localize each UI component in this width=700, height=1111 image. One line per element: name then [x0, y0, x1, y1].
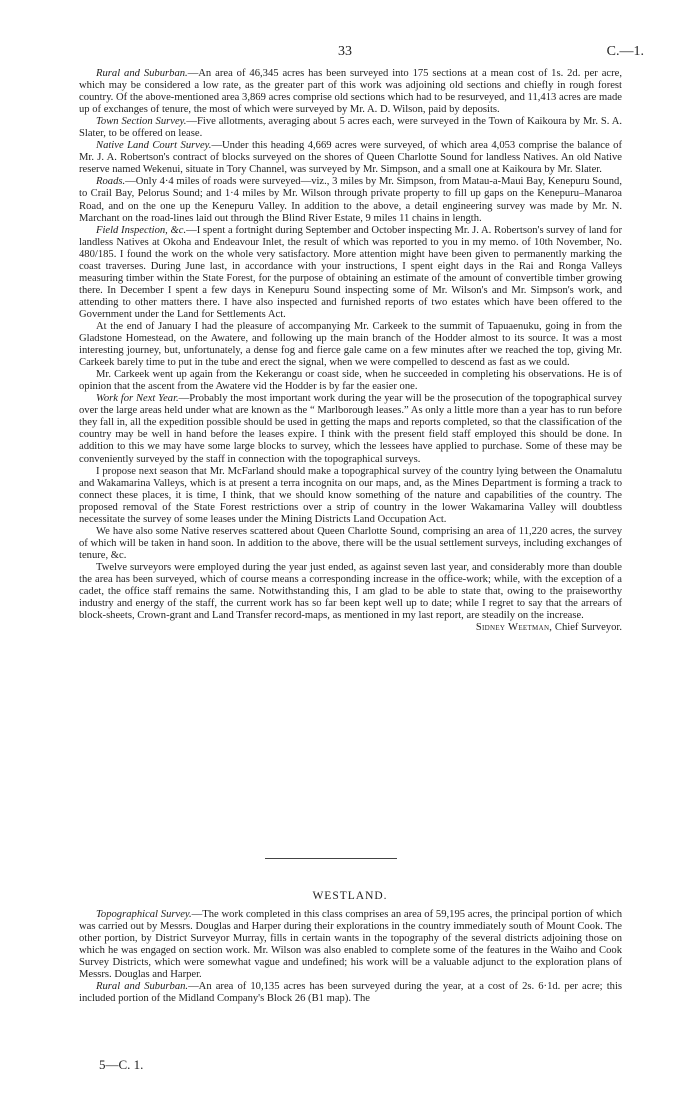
- paragraph-text: —The work completed in this class comprises an area of 59,195 acres, the principal portion of which was carried out by Messrs. Douglas and Harper during their explorations in the country immediately south of Mount Cook. The other portion, by District Surveyor Murray, fills in certain wants in the topography of the several districts adjoining those on which he was engaged on section work. Mr. Wilson was also enabled to complete some of the features in the Waiho and Cook Survey Districts, which were somewhat vague and undefined; his work will be a valuable adjunct to the exploration plans of Messrs. Douglas and Harper.: [79, 909, 622, 981]
- page-number: 33: [338, 44, 352, 59]
- paragraph-work-next-year: [79, 393, 622, 465]
- paragraph-text: —I spent a fortnight during September and October inspecting Mr. J. A. Robertson's survey of land for landless Natives at Okoha and Endeavour Inlet, the result of which was reported to you in my memo. of 10th November, No. 480/185. I found the work on the whole very satisfactory. More attention might have been given to permanently marking the coast traverses. During June last, in accordance with your instructions, I spent eight days in the Rai and Ronga Valleys measuring timber within the State Forest, for the purpose of obtaining an estimate of the amount of convertible timber growing there. In December I spent a few days in Kenepuru Sound inspecting some of Mr. Wilson's and Mr. Simpson's work, and attending to other matters there. I have also inspected and furnished reports of two estates which have been offered to the Government under the Land for Settlements Act.: [79, 224, 622, 320]
- paragraph-text: —Only 4·4 miles of roads were surveyed—viz., 3 miles by Mr. Simpson, from Matau-a-Maui Bay, Kenepuru Sound, to Crail Bay, Pelorus Sound; and 1·4 miles by Mr. Wilson through private property to fill up gaps on the Kenepuru–Manaroa Road, and on the one up the Kenepuru Valley. In addition to the above, a detail engineering survey was made by Mr. N. Marchant on the road-lines laid out through the Blind River Estate, 9 miles 11 chains in length.: [79, 176, 622, 224]
- marlborough-report-body: [79, 68, 622, 634]
- paragraph-tapuaenuku: [79, 321, 622, 369]
- paragraph-text: —An area of 10,135 acres has been surveyed during the year, at a cost of 2s. 6·1d. per acre; this included portion of the Midland Company's Block 26 (B1 map). The: [79, 981, 623, 1005]
- paragraph-field-inspection: [79, 225, 622, 321]
- paragraph-text: —Probably the most important work during the year will be the prosecution of the topographical survey over the large areas held under what are known as the “ Marlborough leases.” As only a little more than a year has to run before they fall in, all the expedition possible should be used in getting the maps and reports completed, so that the classification of the country may be well in hand before the leases expire. I think with the present field staff employed this should be done. In addition to this we may have some large blocks to survey, which the lessees have applied to purchase. Some of these may be conveniently surveyed by the staff in connection with the topographical surveys.: [79, 393, 622, 465]
- paragraph-text: We have also some Native reserves scattered about Queen Charlotte Sound, comprising an area of 11,220 acres, the survey of which will be taken in hand soon. In addition to the above, there will be the usual settlement surveys, including exchanges of tenure, &c.: [79, 525, 622, 561]
- signature-title: Chief Surveyor.: [554, 622, 622, 634]
- paragraph-text: —An area of 46,345 acres has been surveyed into 175 sections at a mean cost of 1s. 2d. per acre, which may be considered a low rate, as the greater part of this work was adjoining old sections and chiefly in rough forest country. Of the above-mentioned area 3,869 acres comprise old sections which had to be resurveyed, and 11,413 acres are made up of exchanges of tenure, the most of which were surveyed by Mr. A. D. Wilson, paid by deposits.: [79, 68, 622, 116]
- paragraph-westland-rural: [79, 981, 622, 1005]
- section-title: WESTLAND.: [312, 890, 388, 902]
- paragraph-lead: Topographical Survey.: [96, 909, 192, 920]
- paragraph-lead: Work for Next Year.: [96, 393, 179, 405]
- section-divider: [265, 858, 397, 859]
- paragraph-text: —Under this heading 4,669 acres were surveyed, of which area 4,053 comprise the balance of Mr. J. A. Robertson's contract of blocks surveyed on the shores of Queen Charlotte Sound for landless Natives. An old Native reserve named Wekenui, situate in Tory Channel, was surveyed by Mr. Simpson, and a small one at Kaikoura by Mr. Slater.: [79, 140, 622, 176]
- paragraph-text: Twelve surveyors were employed during the year just ended, as against seven last year, and considerably more than double the area has been surveyed, which of course means a corresponding increase in the office-work; while, with the exception of a cadet, the office staff remains the same. Notwithstanding this, I am glad to be able to state that, owing to the praiseworthy industry and energy of the staff, the current work has so far been kept well up to date; while I regret to say that the arrears of block-sheets, Crown-grant and Land Transfer record-maps, as mentioned in my last report, are steadily on the increase.: [79, 561, 622, 622]
- page-footer-signature-mark: 5—C. 1.: [99, 1057, 144, 1072]
- signature-name: Sidney Weetman,: [475, 622, 553, 634]
- paragraph-town-section: [79, 116, 622, 140]
- paragraph-kekerangu: [79, 369, 622, 393]
- paragraph-native-reserves: [79, 526, 622, 562]
- paragraph-mcfarland: [79, 466, 622, 526]
- paragraph-text: At the end of January I had the pleasure of accompanying Mr. Carkeek to the summit of Tapuaenuku, going in from the Gladstone Homestead, on the Awatere, and following up the main branch of the Hodder almost to its source. It was a most interesting journey, but, unfortunately, a dense fog and fierce gale came on a few minutes after we reached the top, giving Mr. Carkeek barely time to put in the tube and erect the signal, when we were compelled to descend as fast as we could.: [79, 320, 622, 369]
- westland-report-body: [79, 909, 622, 1005]
- paragraph-lead: Town Section Survey.: [96, 116, 187, 128]
- paragraph-text: I propose next season that Mr. McFarland should make a topographical survey of the country lying between the Onamalutu and Wakamarina Valleys, which is at present a terra incognita on our maps, and, as the Mines Department is forming a track to connect these places, it is time, I think, that we should know something of the nature and capabilities of the country. The proposed removal of the State Forest restrictions over a strip of country in the lower Wakamarina Valley will doubtless necessitate the survey of some leases under the Mining Districts Land Occupation Act.: [79, 465, 622, 525]
- document-reference: C.—1.: [606, 44, 644, 59]
- paragraph-surveyors-employed: [79, 561, 622, 634]
- signature: [459, 622, 622, 634]
- paragraph-lead: Rural and Suburban.: [96, 981, 189, 993]
- paragraph-lead: Native Land Court Survey.: [96, 140, 212, 152]
- paragraph-lead: Rural and Suburban.: [96, 68, 188, 79]
- paragraph-native-land-court: [79, 140, 622, 176]
- paragraph-lead: Field Inspection, &c.: [96, 224, 187, 236]
- paragraph-topographical-survey: [79, 909, 622, 981]
- paragraph-text: —Five allotments, averaging about 5 acres each, were surveyed in the Town of Kaikoura by Mr. S. A. Slater, to be offered on lease.: [79, 116, 622, 140]
- paragraph-roads: [79, 176, 622, 224]
- paragraph-rural-suburban: [79, 68, 622, 116]
- page-header: [0, 44, 700, 64]
- paragraph-lead: Roads.: [96, 176, 126, 188]
- paragraph-text: Mr. Carkeek went up again from the Kekerangu or coast side, when he succeeded in completing his observations. He is of opinion that the ascent from the Awatere vid the Hodder is by far the easier one.: [79, 369, 622, 393]
